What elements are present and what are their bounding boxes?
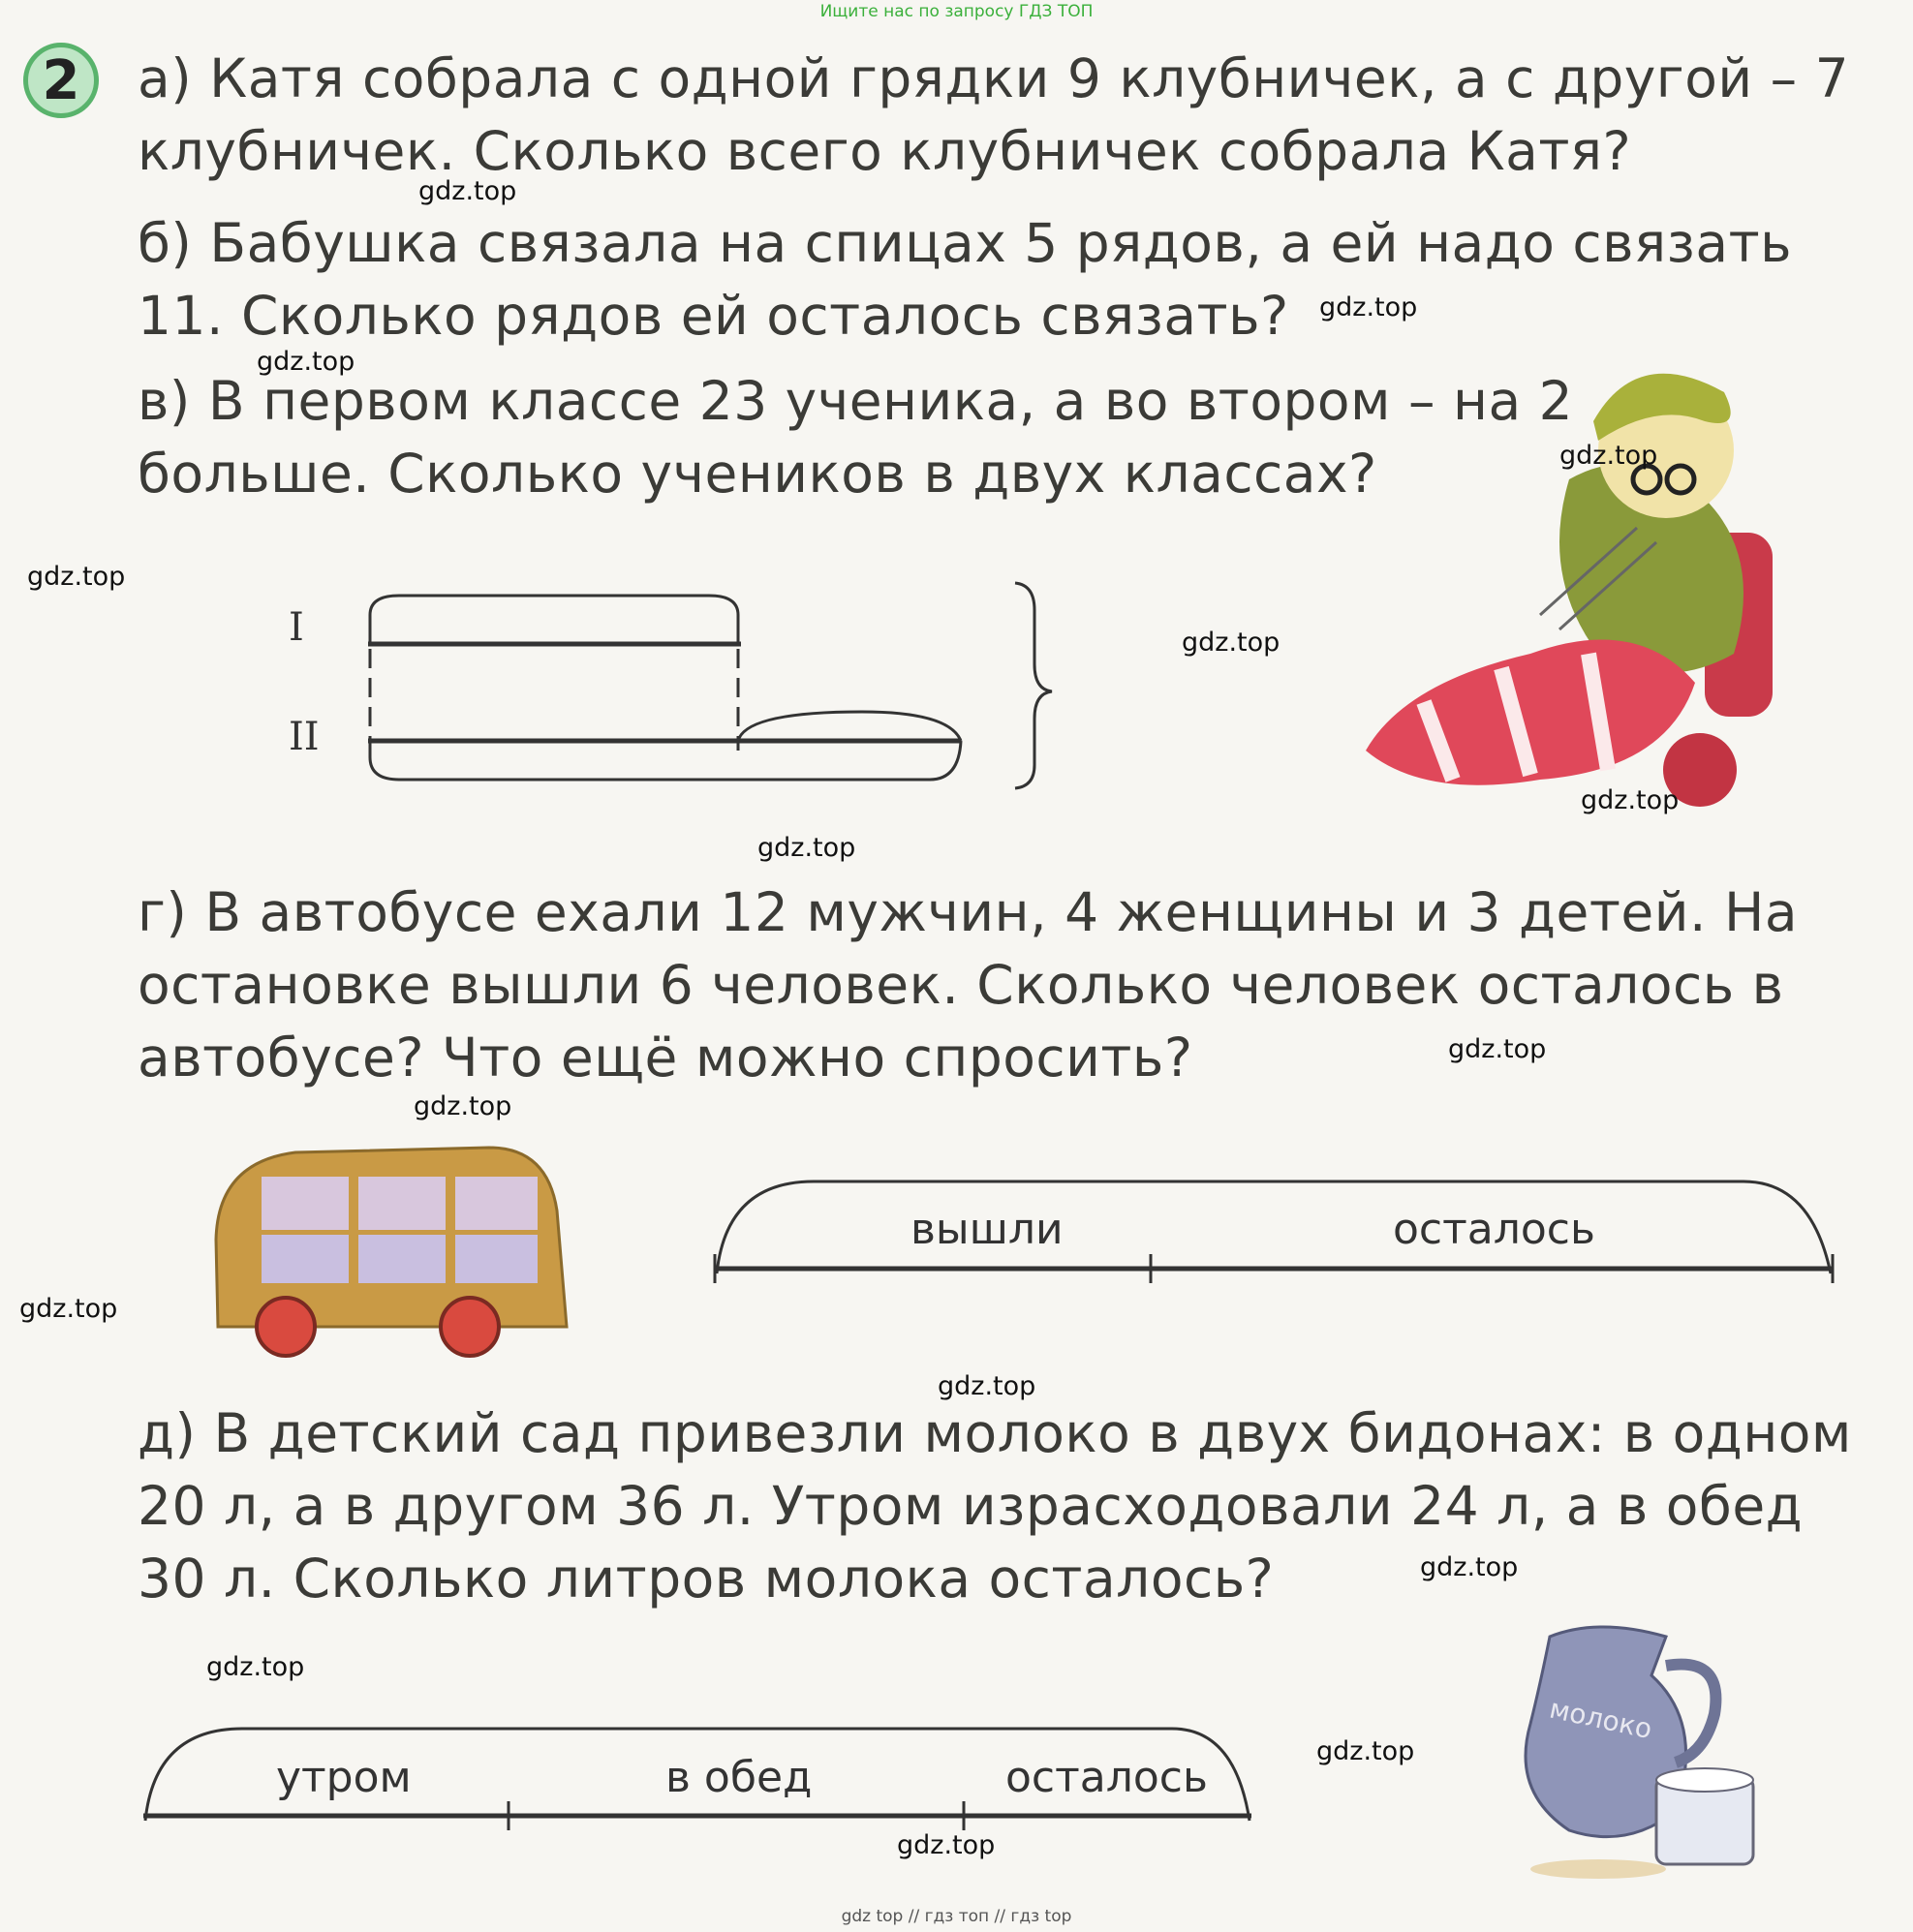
watermark: gdz.top	[414, 1091, 512, 1121]
row-two-bracket	[370, 741, 961, 780]
task-b-text: б) Бабушка связала на спицах 5 рядов, а ей надо связать 11. Сколько рядов ей осталось связать?	[138, 212, 1793, 347]
watermark: gdz.top	[1559, 441, 1658, 471]
morning-segment-label: утром	[276, 1753, 412, 1802]
right-segment-label: осталось	[1393, 1205, 1595, 1254]
watermark: gdz.top	[938, 1371, 1036, 1401]
watermark: gdz.top	[418, 176, 517, 206]
watermark: gdz.top	[19, 1294, 118, 1324]
row-one-bracket	[370, 596, 738, 644]
watermark: gdz.top	[1448, 1034, 1547, 1064]
lunch-segment-label: в обед	[665, 1753, 813, 1802]
remaining-segment-label: осталось	[1005, 1753, 1208, 1802]
task-a-text: а) Катя собрала с одной грядки 9 клубничек, а с другой – 7 клубничек. Сколько всего клубничек собрала Катя?	[138, 47, 1850, 182]
grandma-knitting-picture	[1346, 363, 1869, 818]
bus-picture	[199, 1133, 586, 1365]
exercise-number: 2	[42, 48, 80, 112]
milk-jug-picture	[1482, 1598, 1831, 1888]
watermark: gdz.top	[206, 1652, 305, 1682]
watermark: gdz.top	[897, 1830, 996, 1860]
watermark: gdz.top	[1581, 785, 1680, 815]
watermark: gdz.top	[1319, 292, 1418, 322]
total-brace	[1015, 583, 1052, 788]
watermark: gdz.top	[27, 562, 126, 592]
task-d-text: г) В автобусе ехали 12 мужчин, 4 женщины и 3 детей. На остановке вышли 6 человек. Сколько человек осталось в автобусе? Что ещё можно спросить?	[138, 881, 1799, 1089]
watermark: gdz.top	[1182, 628, 1280, 658]
extra-part-arc	[738, 712, 961, 741]
top-banner[interactable]: Ищите нас по запросу ГДЗ ТОП	[819, 2, 1094, 21]
total-arc	[717, 1181, 1831, 1273]
exercise-number-badge	[23, 43, 99, 118]
left-segment-label: вышли	[910, 1205, 1064, 1254]
task-c-text: в) В первом классе 23 ученика, а во втором – на 2 больше. Сколько учеников в двух классах?	[138, 370, 1574, 505]
row-two-label: II	[289, 715, 320, 759]
task-d-diagram	[707, 1167, 1869, 1293]
watermark: gdz.top	[1420, 1552, 1519, 1582]
footer-watermark: gdz top // гдз топ // гдз top	[841, 1907, 1072, 1926]
watermark: gdz.top	[757, 833, 856, 863]
jug-label: молоко	[1546, 1692, 1655, 1746]
task-e-text: д) В детский сад привезли молоко в двух бидонах: в одном 20 л, а в другом 36 л. Утром израсходовали 24 л, а в обед 30 л. Сколько литров молока осталось?	[138, 1402, 1852, 1610]
watermark: gdz.top	[1316, 1736, 1415, 1766]
task-c-diagram	[281, 571, 1075, 804]
row-one-label: I	[289, 605, 304, 650]
watermark: gdz.top	[257, 347, 355, 377]
